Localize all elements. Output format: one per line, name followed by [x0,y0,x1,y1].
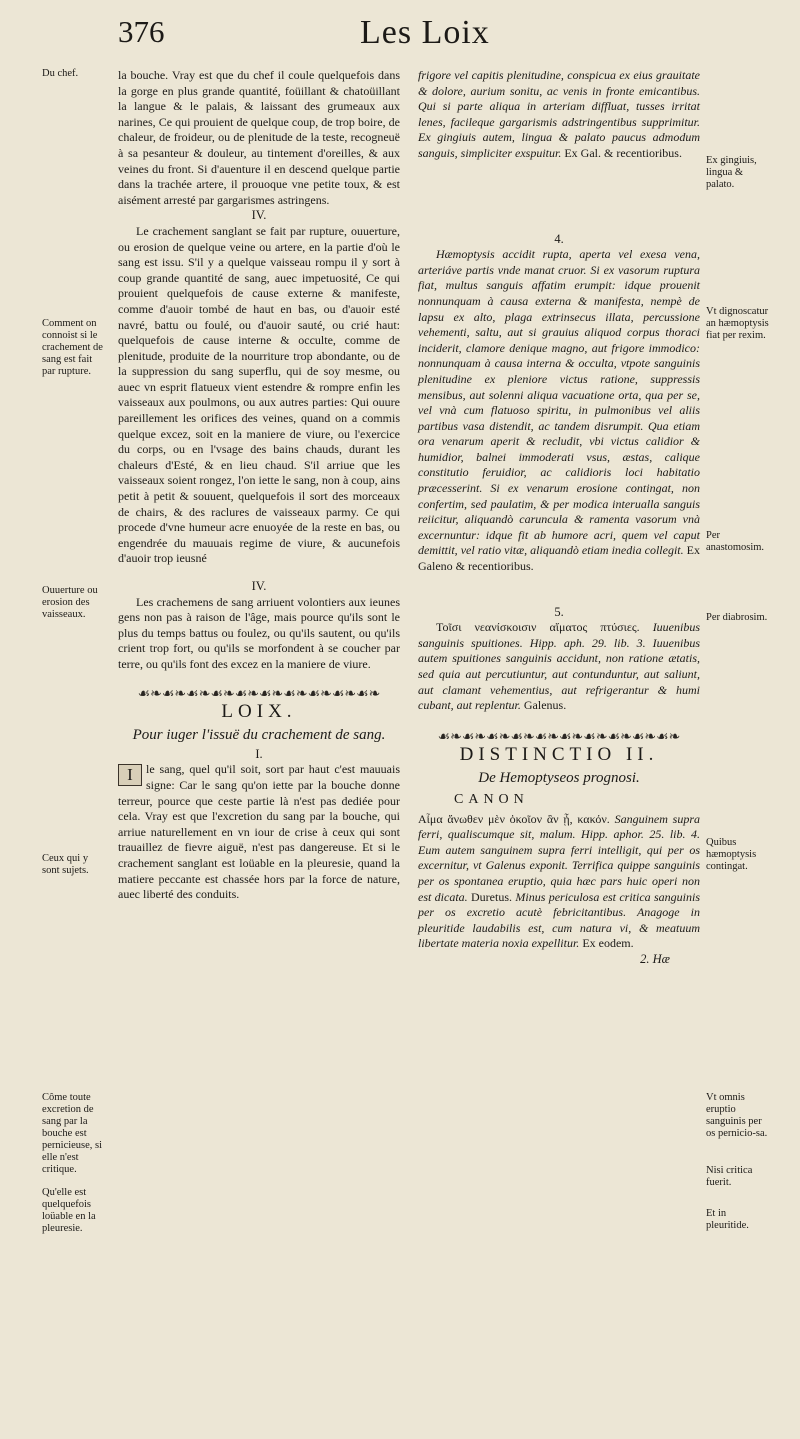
right-margin-note-1: Ex gingiuis, lingua & palato. [706,155,757,190]
right-margin-note-4: Per diabrosim. [706,612,768,623]
canon-heading: CANON [454,791,529,807]
source-citation: Ex Gal. & recentioribus. [564,145,682,160]
right-margin-note-3: Per anastomosim. [706,530,765,553]
paragraph-text: Iuuenibus sanguinis spuitiones. Hipp. aph. 29. lib. 3. Iuuenibus autem spuitiones sanguinis accidunt, non ratione ætatis, sed quia aut percutiuntur, aut contunduntur, aut saliunt, aut clamant vehementius, aut refrigerantur & humi cubant, aut replentur. [418,620,701,713]
paragraph [418,247,700,574]
section-number: 5. [554,604,564,619]
section-subtitle: De Hemoptyseos prognosi. [478,769,640,786]
left-column [118,68,400,903]
section-title: LOIX. [221,701,297,723]
paragraph: la bouche. Vray est que du chef il coule quelquefois dans la gorge en plus grande quantité, foüillant & chatoüillant la langue & le palais, & laissant des grumeaux aux narines, Ce qui prouient de quelque coup, de trop boire, de chaleur, de froideur, ou de plenitude de la teste, recogneuë à sa pesanteur & douleur, au tintement d'oreilles, & aux veines du front. Si d'auenture il en descend quelque partie dans la trachée artere, il prouoque vne petite toux, & est aisément arresté par gargarismes astringens. [118,68,400,207]
left-margin-note-4: Ceux qui y sont sujets. [42,853,89,876]
paragraph [418,68,700,162]
right-column [418,68,700,968]
paragraph [118,762,400,902]
left-margin-note-2: Comment on connoist si le crachement de sang est fait par rupture. [42,318,103,377]
paragraph [418,620,700,714]
paragraph-text: Minus periculosa est critica sanguinis per os excretio acutè febricitantibus. Anagoge in pleuritide laudabilis est, cum natura vi, & meatuum libertate materia noxia expellitur. [418,889,701,951]
section-title: DISTINCTIO II. [459,744,659,766]
left-margin-note-3: Ouuerture ou erosion des vaisseaux. [42,585,98,620]
right-margin-note-6: Vt omnis eruptio sanguinis per os pernicio-sa. [706,1092,768,1139]
paragraph [418,812,700,952]
right-margin-note-8: Et in pleuritide. [706,1208,749,1231]
section-number: IV. [251,579,267,593]
left-margin-note-1: Du chef. [42,68,79,79]
ornament-band: ☙❧☙❧☙❧☙❧☙❧☙❧☙❧☙❧☙❧☙❧ [137,686,381,702]
right-margin-note-7: Nisi critica fuerit. [706,1165,753,1188]
left-margin-note-5: Côme toute excretion de sang par la bouche est pernicieuse, si elle n'est critique. [42,1092,103,1175]
paragraph: Le crachement sanglant se fait par rupture, ouuerture, ou erosion de quelque veine ou artere, en la partie d'où le sang est issu. S'il y a quelque vaisseau rompu il y sort à coup grande quantité de sang, auec impetuosité, Ce qui prouient quelquefois de cause externe & manifeste, comme d'auoir tombé de haut en bas, ou d'auoir esté navré, battu ou foulé, ou d'auoir sauté, ou crié haut: quelquefois de cause interne & occulte, comme de plenitude, produite de la nourriture trop abondante, ou de la suppression du sang superflu, qui de soy mesme, ou auec vn esprit flatueux vient estendre & rompre enfin les vaisseaux aux poulmons, ou aux autres parties: Qui ouure pareillement les orifices des veines, quand on a commis quelque excez, soit en la maniere de viure, ou l'exercice du corps, ou en l'vsage des bains chauds, durant les chaleurs d'Esté, & en lieu chaud. S'il arriue que les vaisseaux soient rongez, l'on iette le sang, non à coup, ains petit à petit & souuent, quelquefois il sort des morceaux de chairs, & des raclures de vaisseaux parmy. Ce qui procede d'vne humeur acre enuoyée de la reste en bas, ou engendrée du mauuais regime de viure, & aucunefois d'auoir trop ieusné [118,223,400,566]
paragraph-text: le sang, quel qu'il soit, sort par haut c'est mauuais signe: Car le sang qu'on iette par la bouche donne terreur, pource que ceste partie là n'est pas dediée pour cela. Vray est que l'excretion du sang par la bouche, qui arriue naturellement en vn iour de crise à ceux qui sont trauaillez de fievre aiguë, n'est pas dangereuse. Et si le crachement sanglant est loüable en la pleuresie, quand la matiere peccante est chassée hors par la force de nature, auec liberté des conduits. [118,762,400,902]
section-subtitle: Pour iuger l'issuë du crachement de sang. [132,726,386,743]
section-number: 4. [554,231,564,246]
left-margin-note-6: Qu'elle est quelquefois loüable en la pleuresie. [42,1187,96,1234]
source-citation: Duretus. [471,889,513,904]
greek-aphorism: Αἷμα ἄνωθεν μὲν ὁκοῖον ἂν ᾖ, κακόν. [418,811,610,826]
section-number: IV. [251,208,267,223]
source-citation: Ex Galeno & recentioribus. [418,543,700,574]
paragraph: Les crachemens de sang arriuent volontiers aux ieunes gens non pas à raison de l'âge, mais pource qu'ils sont le plus du temps battus ou foulez, ou qu'ils sautent, ou qu'ils crient trop fort, ou qu'ils se morfondent à se coucher par terre, ou qu'ils font des excez en la maniere de viure. [118,594,400,671]
paragraph-text: Hæmoptysis accidit rupta, aperta vel exesa vena, arteriáve partis vnde manat cruor. Si ex vasorum ruptura fiat, multus sanguis affatim erumpit: idque prouenit nonnunquam à causa externa & manifesta, nempè de lapsu ex alto, plaga extrinsecus illata, percussione vehementi, saltu, aut si grauius aliquod corpus thoraci inciderit, clamore denique magno, aut frigore immodico: nonnunquam à causa interna & occulta, vtpote sanguinis plenitudine ex pleniore victus ratione, suppressis mensibus, aut solenni aliqua vacuatione orta, qua per se, vel vnà cum flatuoso spiritu, in pulmonibus vel aliis partibus vasa distendit, ac tandem disrumpit. Qua etiam ora venarum aperit & recludit, vbi victus calidior & humidior, balnei immoderati vsus, æstas, calique constitutio feruidior, ac calidioris loci habitatio præcesserint. Si ex venarum erosione contingat, non confertim, sed paulatim, & per modica interualla sanguis reiicitur, aliquandò caruncula & ramenta vasorum vnà excernuntur: idque fit ab humore acri, quem vel caput demittit, vel ratio vitæ, aliquandò etiam inedia collegit. [418,247,700,558]
greek-aphorism: Τοῖσι νεανίσκοισιν αἵματος πτύσιες. [436,620,640,635]
ornament-band: ☙❧☙❧☙❧☙❧☙❧☙❧☙❧☙❧☙❧☙❧ [437,729,681,745]
paragraph-text: Sanguinem supra ferri, qualiscumque sit, malum. Hipp. aphor. 25. lib. 4. Eum autem sanguinem supra ferri intelligit, qui per os excernitur, vt Galenus exponit. Terrifica quippe sanguinis per os spontanea eruptio, quia hæc pars huic operi non est dicata. [418,811,700,904]
catchword: 2. Hæ [640,951,670,966]
page-number: 376 [118,14,165,49]
right-margin-note-2: Vt dignoscatur an hæmoptysis fiat per rexim. [706,306,769,341]
section-number: I. [255,746,263,761]
source-citation: Ex eodem. [582,936,634,951]
paragraph-text: frigore vel capitis plenitudine, conspicua ex eius grauitate & dolore, aurium sonitu, ac venis in fronte emicantibus. Qui si parte aliqua in arteriam diffluat, tusses irritat lenes, facileque gargarismis adstringentibus supprimitur. Ex gingiuis autem, lingua & palato paucus admodum sanguis, simpliciter exspuitur. [418,68,700,160]
source-citation: Galenus. [523,698,567,713]
running-title: Les Loix [360,14,490,51]
drop-cap: I [118,764,142,786]
right-margin-note-5: Quibus hæmoptysis contingat. [706,837,757,872]
